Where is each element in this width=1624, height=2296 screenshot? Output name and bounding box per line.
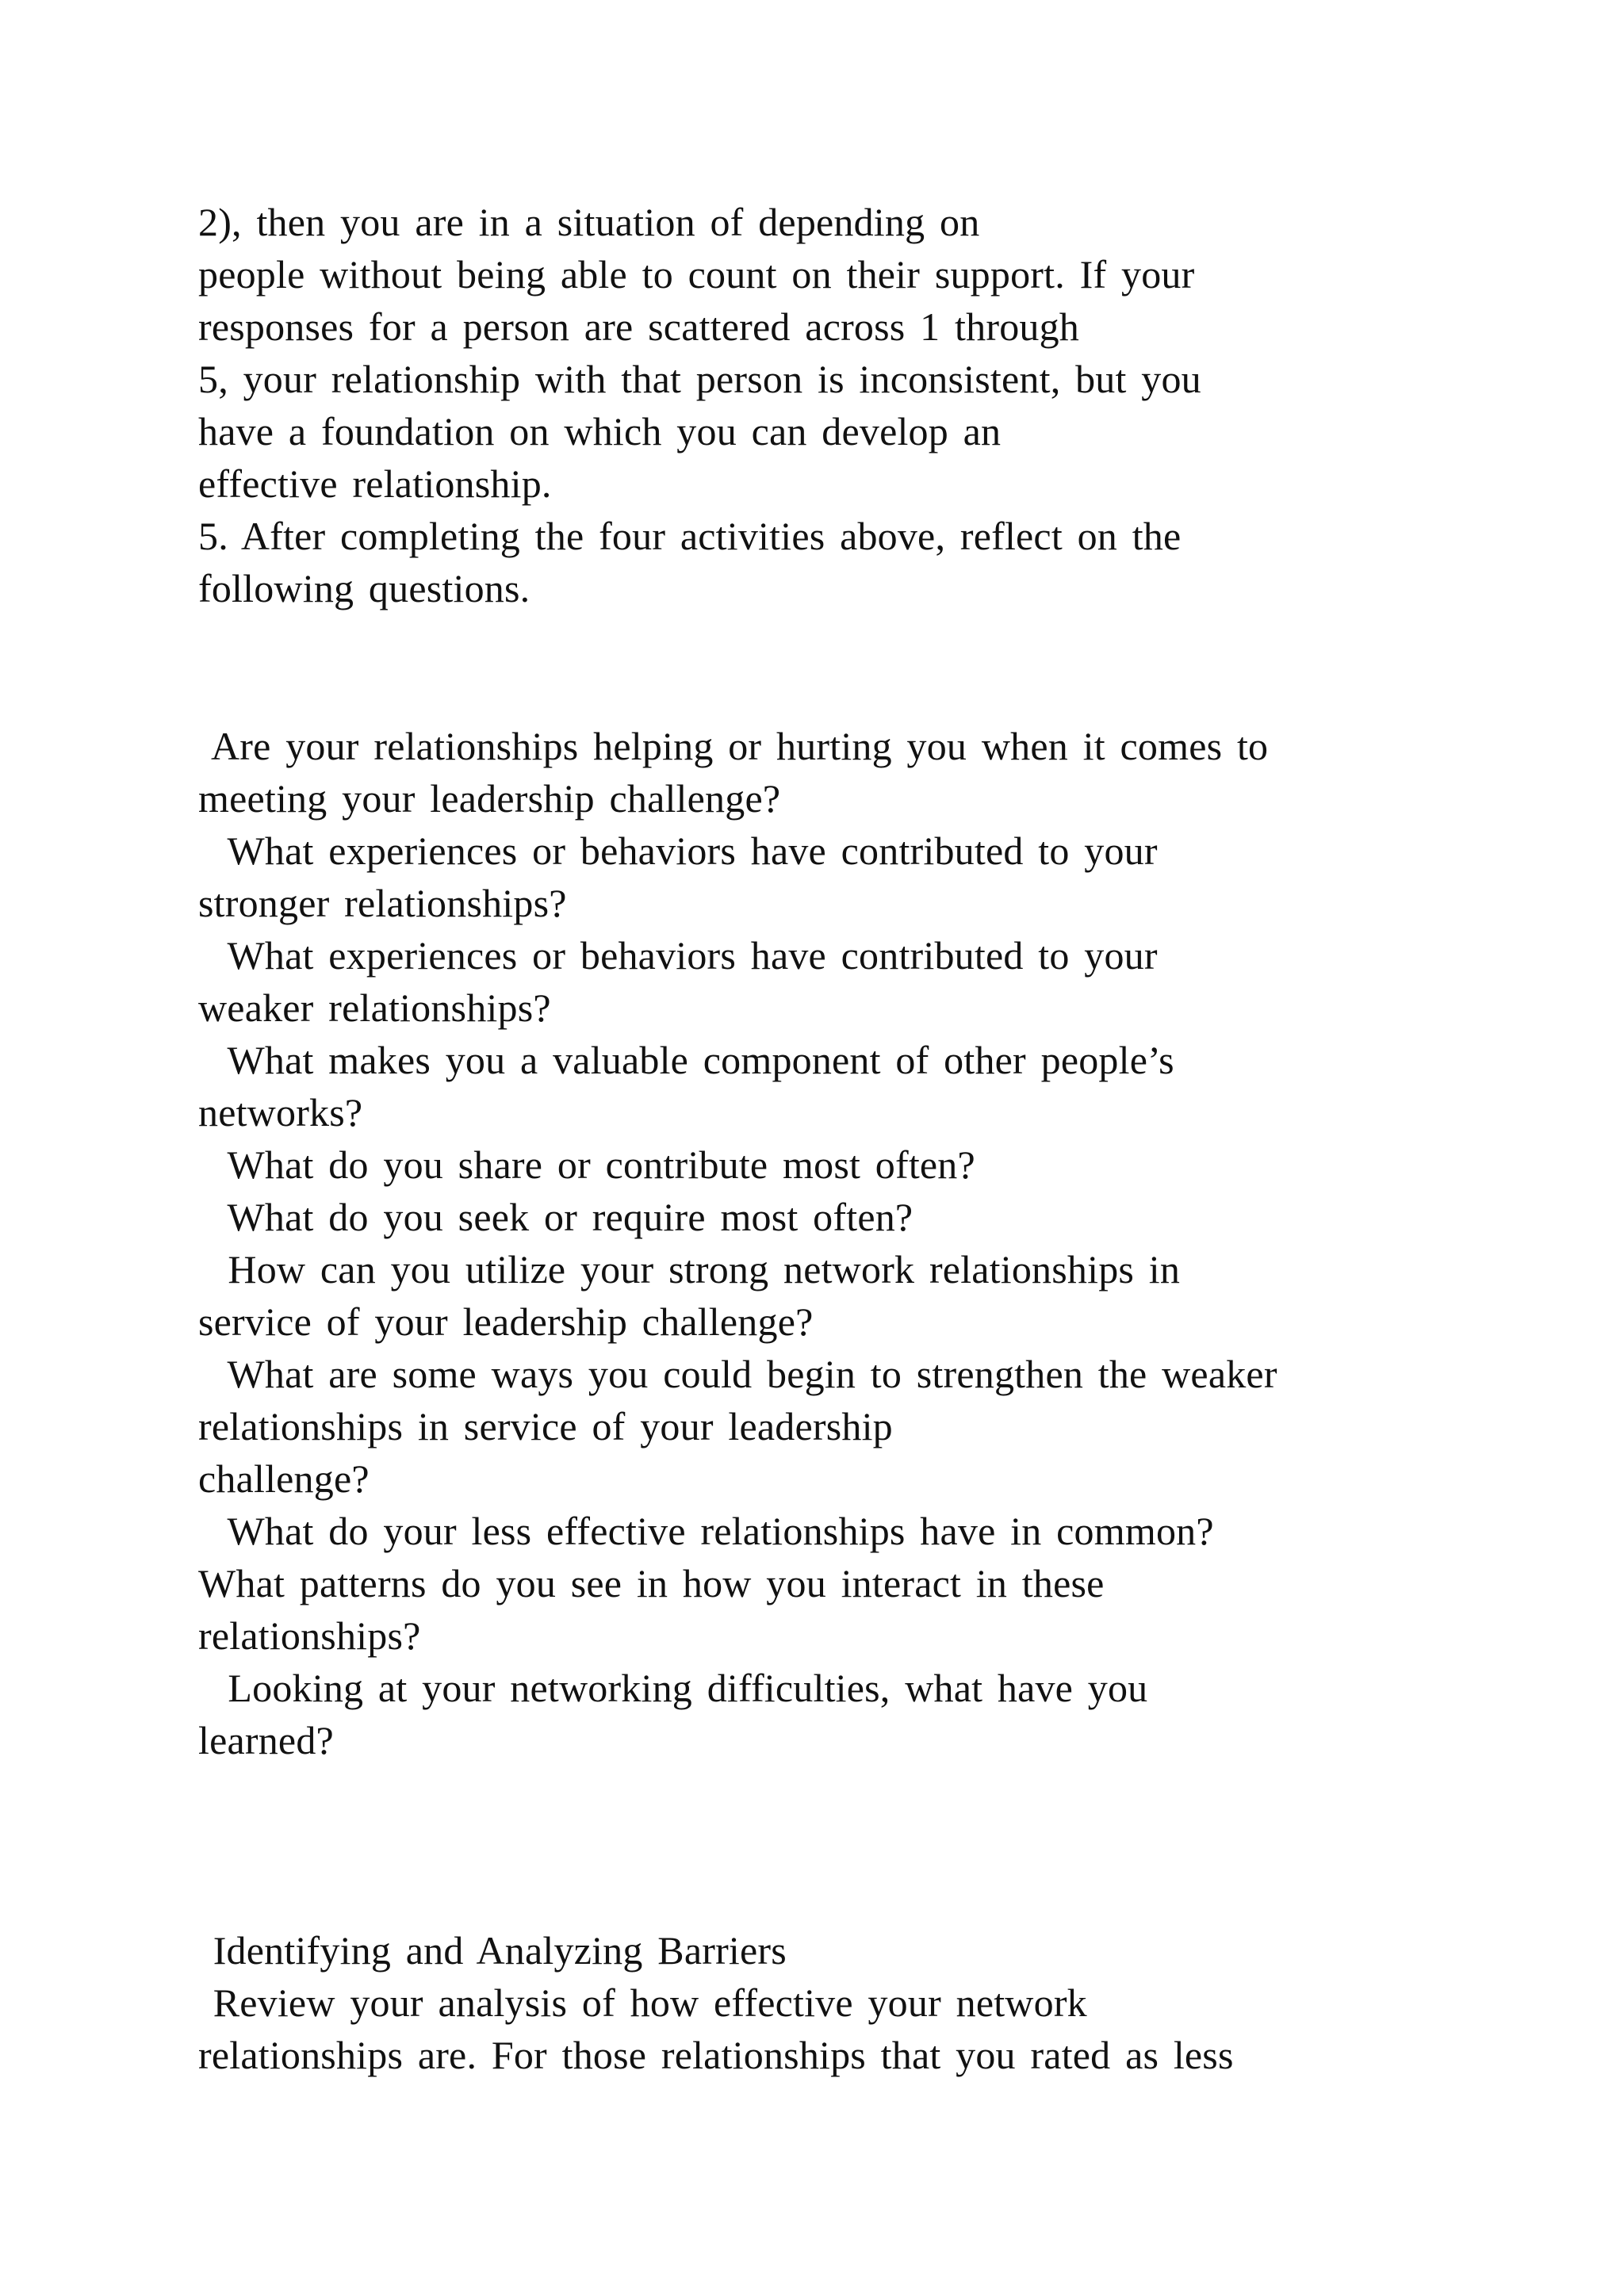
text-line: following questions.	[198, 566, 530, 610]
question-line: meeting your leadership challenge?	[198, 776, 781, 821]
text-line: have a foundation on which you can develop an	[198, 409, 1002, 453]
question-line: learned?	[198, 1718, 334, 1762]
text-line: Review your analysis of how effective your network	[198, 1980, 1087, 2025]
text-line: responses for a person are scattered across 1 through	[198, 304, 1079, 349]
text-line: 5, your relationship with that person is inconsistent, but you	[198, 357, 1201, 401]
question-line: relationships in service of your leadership	[198, 1404, 893, 1448]
question-line: Looking at your networking difficulties, what have you	[198, 1666, 1148, 1710]
text-line: 2), then you are in a situation of depending on	[198, 200, 980, 244]
text-line: people without being able to count on their support. If your	[198, 252, 1195, 297]
question-line: What experiences or behaviors have contributed to your	[198, 933, 1158, 978]
question-line: What do you share or contribute most often?	[198, 1142, 975, 1187]
question-line: How can you utilize your strong network relationships in	[198, 1247, 1181, 1292]
question-line: weaker relationships?	[198, 985, 551, 1030]
text-line: effective relationship.	[198, 461, 552, 506]
question-line: stronger relationships?	[198, 881, 567, 925]
question-line: service of your leadership challenge?	[198, 1299, 814, 1344]
text-line: 5. After completing the four activities above, reflect on the	[198, 514, 1182, 558]
question-line: Are your relationships helping or hurting you when it comes to	[198, 724, 1269, 768]
question-line: challenge?	[198, 1456, 370, 1501]
question-line: What do you seek or require most often?	[198, 1195, 914, 1239]
question-line: What experiences or behaviors have contributed to your	[198, 828, 1158, 873]
question-line: relationships?	[198, 1613, 421, 1658]
text-line: relationships are. For those relationships that you rated as less	[198, 2033, 1234, 2077]
question-line: What makes you a valuable component of other people’s	[198, 1038, 1174, 1082]
question-line: What do your less effective relationships have in common?	[198, 1509, 1214, 1553]
question-line: networks?	[198, 1090, 363, 1135]
question-line: What are some ways you could begin to strengthen the weaker	[198, 1352, 1277, 1396]
question-line: What patterns do you see in how you interact in these	[198, 1561, 1105, 1605]
section-heading: Identifying and Analyzing Barriers	[198, 1928, 787, 1973]
